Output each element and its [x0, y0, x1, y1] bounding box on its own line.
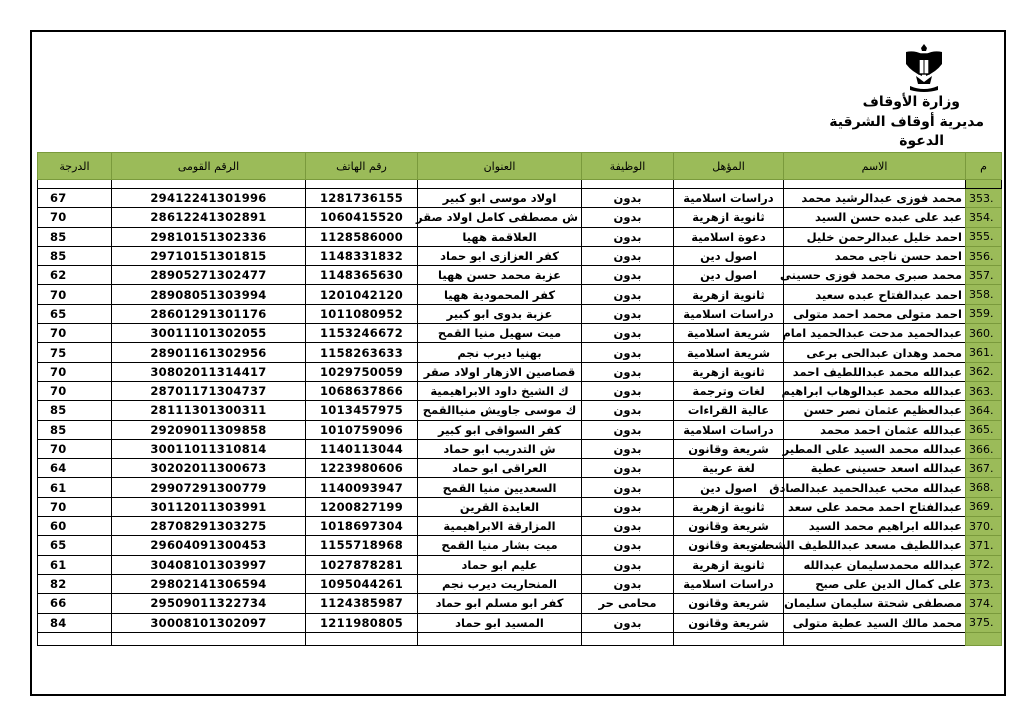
cell-address: السعديين منيا القمح	[418, 478, 582, 497]
cell-job: بدون	[582, 285, 674, 304]
cell-name: عبداللطيف مسعد عبداللطيف الشحات	[784, 536, 966, 555]
cell-address: ش التدريب ابو حماد	[418, 439, 582, 458]
cell-qualification: دراسات اسلامية	[674, 189, 784, 208]
cell-num: 368.	[966, 478, 1002, 497]
cell-phone: 1018697304	[306, 517, 418, 536]
cell-name: عبدالله اسعد حسينى عطية	[784, 459, 966, 478]
cell-job: بدون	[582, 574, 674, 593]
cell-national-id: 29509011322734	[112, 594, 306, 613]
cell-num: 367.	[966, 459, 1002, 478]
cell-national-id: 30011101302055	[112, 324, 306, 343]
col-header-phone: رقم الهاتف	[306, 153, 418, 180]
cell-name: عبد على عبده حسن السيد	[784, 208, 966, 227]
cell-name: عبدالله محمد عبدالوهاب ابراهيم	[784, 381, 966, 400]
cell-qualification: ثانوية ازهرية	[674, 497, 784, 516]
cell-phone: 1155718968	[306, 536, 418, 555]
cell-national-id: 28708291303275	[112, 517, 306, 536]
cell-num: 366.	[966, 439, 1002, 458]
cell-job: بدون	[582, 517, 674, 536]
cell-qualification: ثانوية ازهرية	[674, 285, 784, 304]
col-header-job: الوظيفة	[582, 153, 674, 180]
cell-name: عبدالله محمدسليمان عبدالله	[784, 555, 966, 574]
ministry-title: وزارة الأوقاف	[862, 94, 960, 110]
col-header-national-id: الرقم القومى	[112, 153, 306, 180]
cell-qualification: لغة عربية	[674, 459, 784, 478]
cell-num: 363.	[966, 381, 1002, 400]
cell-name: محمد صبرى محمد فوزى حسينى	[784, 266, 966, 285]
cell-num: 369.	[966, 497, 1002, 516]
cell-address: قصاصين الازهار اولاد صقر	[418, 362, 582, 381]
cell-qualification: شريعة وقانون	[674, 594, 784, 613]
cell-name: عبدالله ابراهيم محمد السيد	[784, 517, 966, 536]
cell-grade: 61	[38, 478, 112, 497]
department-title: الدعوة	[899, 133, 944, 149]
cell-num: 370.	[966, 517, 1002, 536]
cell-national-id: 30408101303997	[112, 555, 306, 574]
cell-national-id: 29412241301996	[112, 189, 306, 208]
cell-grade: 61	[38, 555, 112, 574]
table-row	[38, 266, 1002, 285]
cell-job: بدون	[582, 555, 674, 574]
cell-address: ميت بشار منيا القمح	[418, 536, 582, 555]
cell-num: 354.	[966, 208, 1002, 227]
cell-name: عبدالله محمد عبداللطيف احمد	[784, 362, 966, 381]
cell-num: 374.	[966, 594, 1002, 613]
cell-qualification: اصول دين	[674, 478, 784, 497]
cell-qualification: دراسات اسلامية	[674, 574, 784, 593]
cell-qualification: شريعة اسلامية	[674, 324, 784, 343]
cell-grade: 67	[38, 189, 112, 208]
cell-national-id: 30202011300673	[112, 459, 306, 478]
cell-qualification: دراسات اسلامية	[674, 304, 784, 323]
cell-phone: 1128586000	[306, 227, 418, 246]
cell-address: ش مصطفى كامل اولاد صقر	[418, 208, 582, 227]
table-row	[38, 227, 1002, 246]
cell-grade: 64	[38, 459, 112, 478]
cell-name: عبدالفتاح احمد محمد على سعد	[784, 497, 966, 516]
cell-qualification: لغات وترجمة	[674, 381, 784, 400]
cell-national-id: 28905271302477	[112, 266, 306, 285]
cell-job: بدون	[582, 478, 674, 497]
cell-job: محامى حر	[582, 594, 674, 613]
cell-address: عزبة محمد حسن ههيا	[418, 266, 582, 285]
cell-job: بدون	[582, 401, 674, 420]
cell-national-id: 28601291301176	[112, 304, 306, 323]
col-header-qualification: المؤهل	[674, 153, 784, 180]
table-row	[38, 324, 1002, 343]
cell-grade: 70	[38, 285, 112, 304]
cell-num: 373.	[966, 574, 1002, 593]
table-row	[38, 459, 1002, 478]
cell-grade: 85	[38, 246, 112, 265]
cell-phone: 1211980805	[306, 613, 418, 632]
cell-phone: 1027878281	[306, 555, 418, 574]
table-row	[38, 189, 1002, 208]
cell-phone: 1281736155	[306, 189, 418, 208]
cell-num: 364.	[966, 401, 1002, 420]
cell-grade: 82	[38, 574, 112, 593]
cell-phone: 1140113044	[306, 439, 418, 458]
cell-name: عبدالحميد مدحت عبدالحميد امام	[784, 324, 966, 343]
cell-phone: 1148331832	[306, 246, 418, 265]
cell-phone: 1158263633	[306, 343, 418, 362]
cell-grade: 65	[38, 536, 112, 555]
col-header-grade: الدرجة	[38, 153, 112, 180]
table-body	[38, 180, 1002, 646]
cell-name: محمد مالك السيد عطية متولى	[784, 613, 966, 632]
cell-qualification: شريعة وقانون	[674, 517, 784, 536]
table-row	[38, 439, 1002, 458]
table-row	[38, 208, 1002, 227]
cell-address: المزارقة الابراهيمية	[418, 517, 582, 536]
cell-national-id: 28908051303994	[112, 285, 306, 304]
cell-num: 372.	[966, 555, 1002, 574]
cell-job: بدون	[582, 497, 674, 516]
cell-address: اولاد موسى ابو كبير	[418, 189, 582, 208]
cell-address: العراقى ابو حماد	[418, 459, 582, 478]
cell-address: المنحاريت ديرب نجم	[418, 574, 582, 593]
cell-grade: 65	[38, 304, 112, 323]
cell-num: 358.	[966, 285, 1002, 304]
table-row	[38, 420, 1002, 439]
cell-grade: 70	[38, 497, 112, 516]
cell-national-id: 30011011310814	[112, 439, 306, 458]
table-row	[38, 285, 1002, 304]
document-header	[824, 42, 984, 150]
cell-grade: 62	[38, 266, 112, 285]
cell-national-id: 28612241302891	[112, 208, 306, 227]
cell-name: عبدالله محمد السيد على المطير	[784, 439, 966, 458]
candidates-table	[37, 152, 1002, 646]
cell-phone: 1200827199	[306, 497, 418, 516]
cell-phone: 1201042120	[306, 285, 418, 304]
cell-job: بدون	[582, 227, 674, 246]
cell-qualification: شريعة وقانون	[674, 439, 784, 458]
cell-grade: 70	[38, 381, 112, 400]
cell-num: 361.	[966, 343, 1002, 362]
cell-address: المسيد ابو حماد	[418, 613, 582, 632]
cell-phone: 1013457975	[306, 401, 418, 420]
cell-job: بدون	[582, 613, 674, 632]
cell-national-id: 28111301300311	[112, 401, 306, 420]
cell-national-id: 29209011309858	[112, 420, 306, 439]
cell-address: كفر السواقى ابو كبير	[418, 420, 582, 439]
cell-phone: 1223980606	[306, 459, 418, 478]
cell-num: 359.	[966, 304, 1002, 323]
cell-job: بدون	[582, 246, 674, 265]
cell-national-id: 30112011303991	[112, 497, 306, 516]
cell-address: ميت سهيل منيا القمح	[418, 324, 582, 343]
cell-grade: 75	[38, 343, 112, 362]
cell-grade: 70	[38, 324, 112, 343]
col-header-address: العنوان	[418, 153, 582, 180]
table-row	[38, 304, 1002, 323]
cell-grade: 60	[38, 517, 112, 536]
cell-qualification: اصول دين	[674, 246, 784, 265]
cell-phone: 1060415520	[306, 208, 418, 227]
cell-address: عليم ابو حماد	[418, 555, 582, 574]
cell-qualification: عالية القراءات	[674, 401, 784, 420]
directorate-title: مديرية أوقاف الشرقية	[829, 114, 984, 130]
cell-national-id: 30008101302097	[112, 613, 306, 632]
table-row	[38, 362, 1002, 381]
cell-national-id: 29802141306594	[112, 574, 306, 593]
cell-qualification: اصول دين	[674, 266, 784, 285]
cell-name: على كمال الدين على صبح	[784, 574, 966, 593]
table-row	[38, 536, 1002, 555]
cell-job: بدون	[582, 189, 674, 208]
cell-national-id: 29710151301815	[112, 246, 306, 265]
cell-phone: 1029750059	[306, 362, 418, 381]
cell-address: كفر ابو مسلم ابو حماد	[418, 594, 582, 613]
table-row	[38, 381, 1002, 400]
cell-grade: 66	[38, 594, 112, 613]
cell-job: بدون	[582, 381, 674, 400]
cell-national-id: 29604091300453	[112, 536, 306, 555]
cell-job: بدون	[582, 459, 674, 478]
cell-num: 355.	[966, 227, 1002, 246]
egypt-eagle-emblem-icon	[902, 42, 946, 94]
cell-phone: 1124385987	[306, 594, 418, 613]
cell-address: كفر المحمودية ههيا	[418, 285, 582, 304]
cell-address: العايدة القرين	[418, 497, 582, 516]
cell-qualification: دعوة اسلامية	[674, 227, 784, 246]
cell-job: بدون	[582, 362, 674, 381]
cell-national-id: 29810151302336	[112, 227, 306, 246]
cell-address: كفر العزازى ابو حماد	[418, 246, 582, 265]
cell-job: بدون	[582, 324, 674, 343]
table-row	[38, 517, 1002, 536]
cell-job: بدون	[582, 439, 674, 458]
cell-num: 357.	[966, 266, 1002, 285]
cell-name: محمد فوزى عبدالرشيد محمد	[784, 189, 966, 208]
cell-name: عبدالله عثمان احمد محمد	[784, 420, 966, 439]
cell-num: 362.	[966, 362, 1002, 381]
cell-job: بدون	[582, 304, 674, 323]
cell-grade: 70	[38, 362, 112, 381]
cell-address: بهنيا ديرب نجم	[418, 343, 582, 362]
cell-national-id: 28901161302956	[112, 343, 306, 362]
cell-job: بدون	[582, 208, 674, 227]
cell-qualification: شريعة وقانون	[674, 536, 784, 555]
cell-num: 365.	[966, 420, 1002, 439]
cell-phone: 1148365630	[306, 266, 418, 285]
cell-address: العلاقمة ههيا	[418, 227, 582, 246]
col-header-name: الاسم	[784, 153, 966, 180]
table-row	[38, 594, 1002, 613]
cell-name: عبدالله محب عبدالحميد عبدالصادق	[784, 478, 966, 497]
cell-address: ك موسى جاويش منياالقمح	[418, 401, 582, 420]
table-header-row	[38, 153, 1002, 180]
cell-phone: 1153246672	[306, 324, 418, 343]
cell-grade: 85	[38, 401, 112, 420]
cell-name: عبدالعظيم عثمان نصر حسن	[784, 401, 966, 420]
cell-num: 353.	[966, 189, 1002, 208]
cell-num: 356.	[966, 246, 1002, 265]
cell-name: احمد خليل عبدالرحمن خليل	[784, 227, 966, 246]
cell-phone: 1095044261	[306, 574, 418, 593]
table-row	[38, 497, 1002, 516]
cell-phone: 1140093947	[306, 478, 418, 497]
cell-name: مصطفى شحتة سليمان سليمان	[784, 594, 966, 613]
cell-national-id: 28701171304737	[112, 381, 306, 400]
spacer-row	[38, 180, 1002, 189]
cell-grade: 85	[38, 420, 112, 439]
cell-qualification: ثانوية ازهرية	[674, 362, 784, 381]
cell-national-id: 29907291300779	[112, 478, 306, 497]
cell-address: عزبة بدوى ابو كبير	[418, 304, 582, 323]
cell-qualification: دراسات اسلامية	[674, 420, 784, 439]
table-row	[38, 574, 1002, 593]
cell-phone: 1011080952	[306, 304, 418, 323]
empty-tail-row	[38, 632, 1002, 645]
cell-phone: 1068637866	[306, 381, 418, 400]
cell-grade: 70	[38, 439, 112, 458]
cell-num: 360.	[966, 324, 1002, 343]
table-row	[38, 401, 1002, 420]
cell-job: بدون	[582, 420, 674, 439]
cell-grade: 85	[38, 227, 112, 246]
cell-qualification: ثانوية ازهرية	[674, 555, 784, 574]
cell-name: احمد حسن ناجى محمد	[784, 246, 966, 265]
cell-name: محمد وهدان عبدالحى برعى	[784, 343, 966, 362]
cell-job: بدون	[582, 343, 674, 362]
cell-phone: 1010759096	[306, 420, 418, 439]
cell-num: 375.	[966, 613, 1002, 632]
cell-num: 371.	[966, 536, 1002, 555]
col-header-num: م	[966, 153, 1002, 180]
cell-qualification: ثانوية ازهرية	[674, 208, 784, 227]
cell-name: احمد متولى محمد احمد متولى	[784, 304, 966, 323]
cell-job: بدون	[582, 536, 674, 555]
table-row	[38, 555, 1002, 574]
cell-national-id: 30802011314417	[112, 362, 306, 381]
cell-grade: 84	[38, 613, 112, 632]
table-row	[38, 613, 1002, 632]
cell-grade: 70	[38, 208, 112, 227]
cell-name: احمد عبدالفتاح عبده سعيد	[784, 285, 966, 304]
cell-job: بدون	[582, 266, 674, 285]
cell-qualification: شريعة وقانون	[674, 613, 784, 632]
table-row	[38, 246, 1002, 265]
table-row	[38, 478, 1002, 497]
cell-address: ك الشيخ داود الابراهيمية	[418, 381, 582, 400]
cell-qualification: شريعة اسلامية	[674, 343, 784, 362]
table-row	[38, 343, 1002, 362]
